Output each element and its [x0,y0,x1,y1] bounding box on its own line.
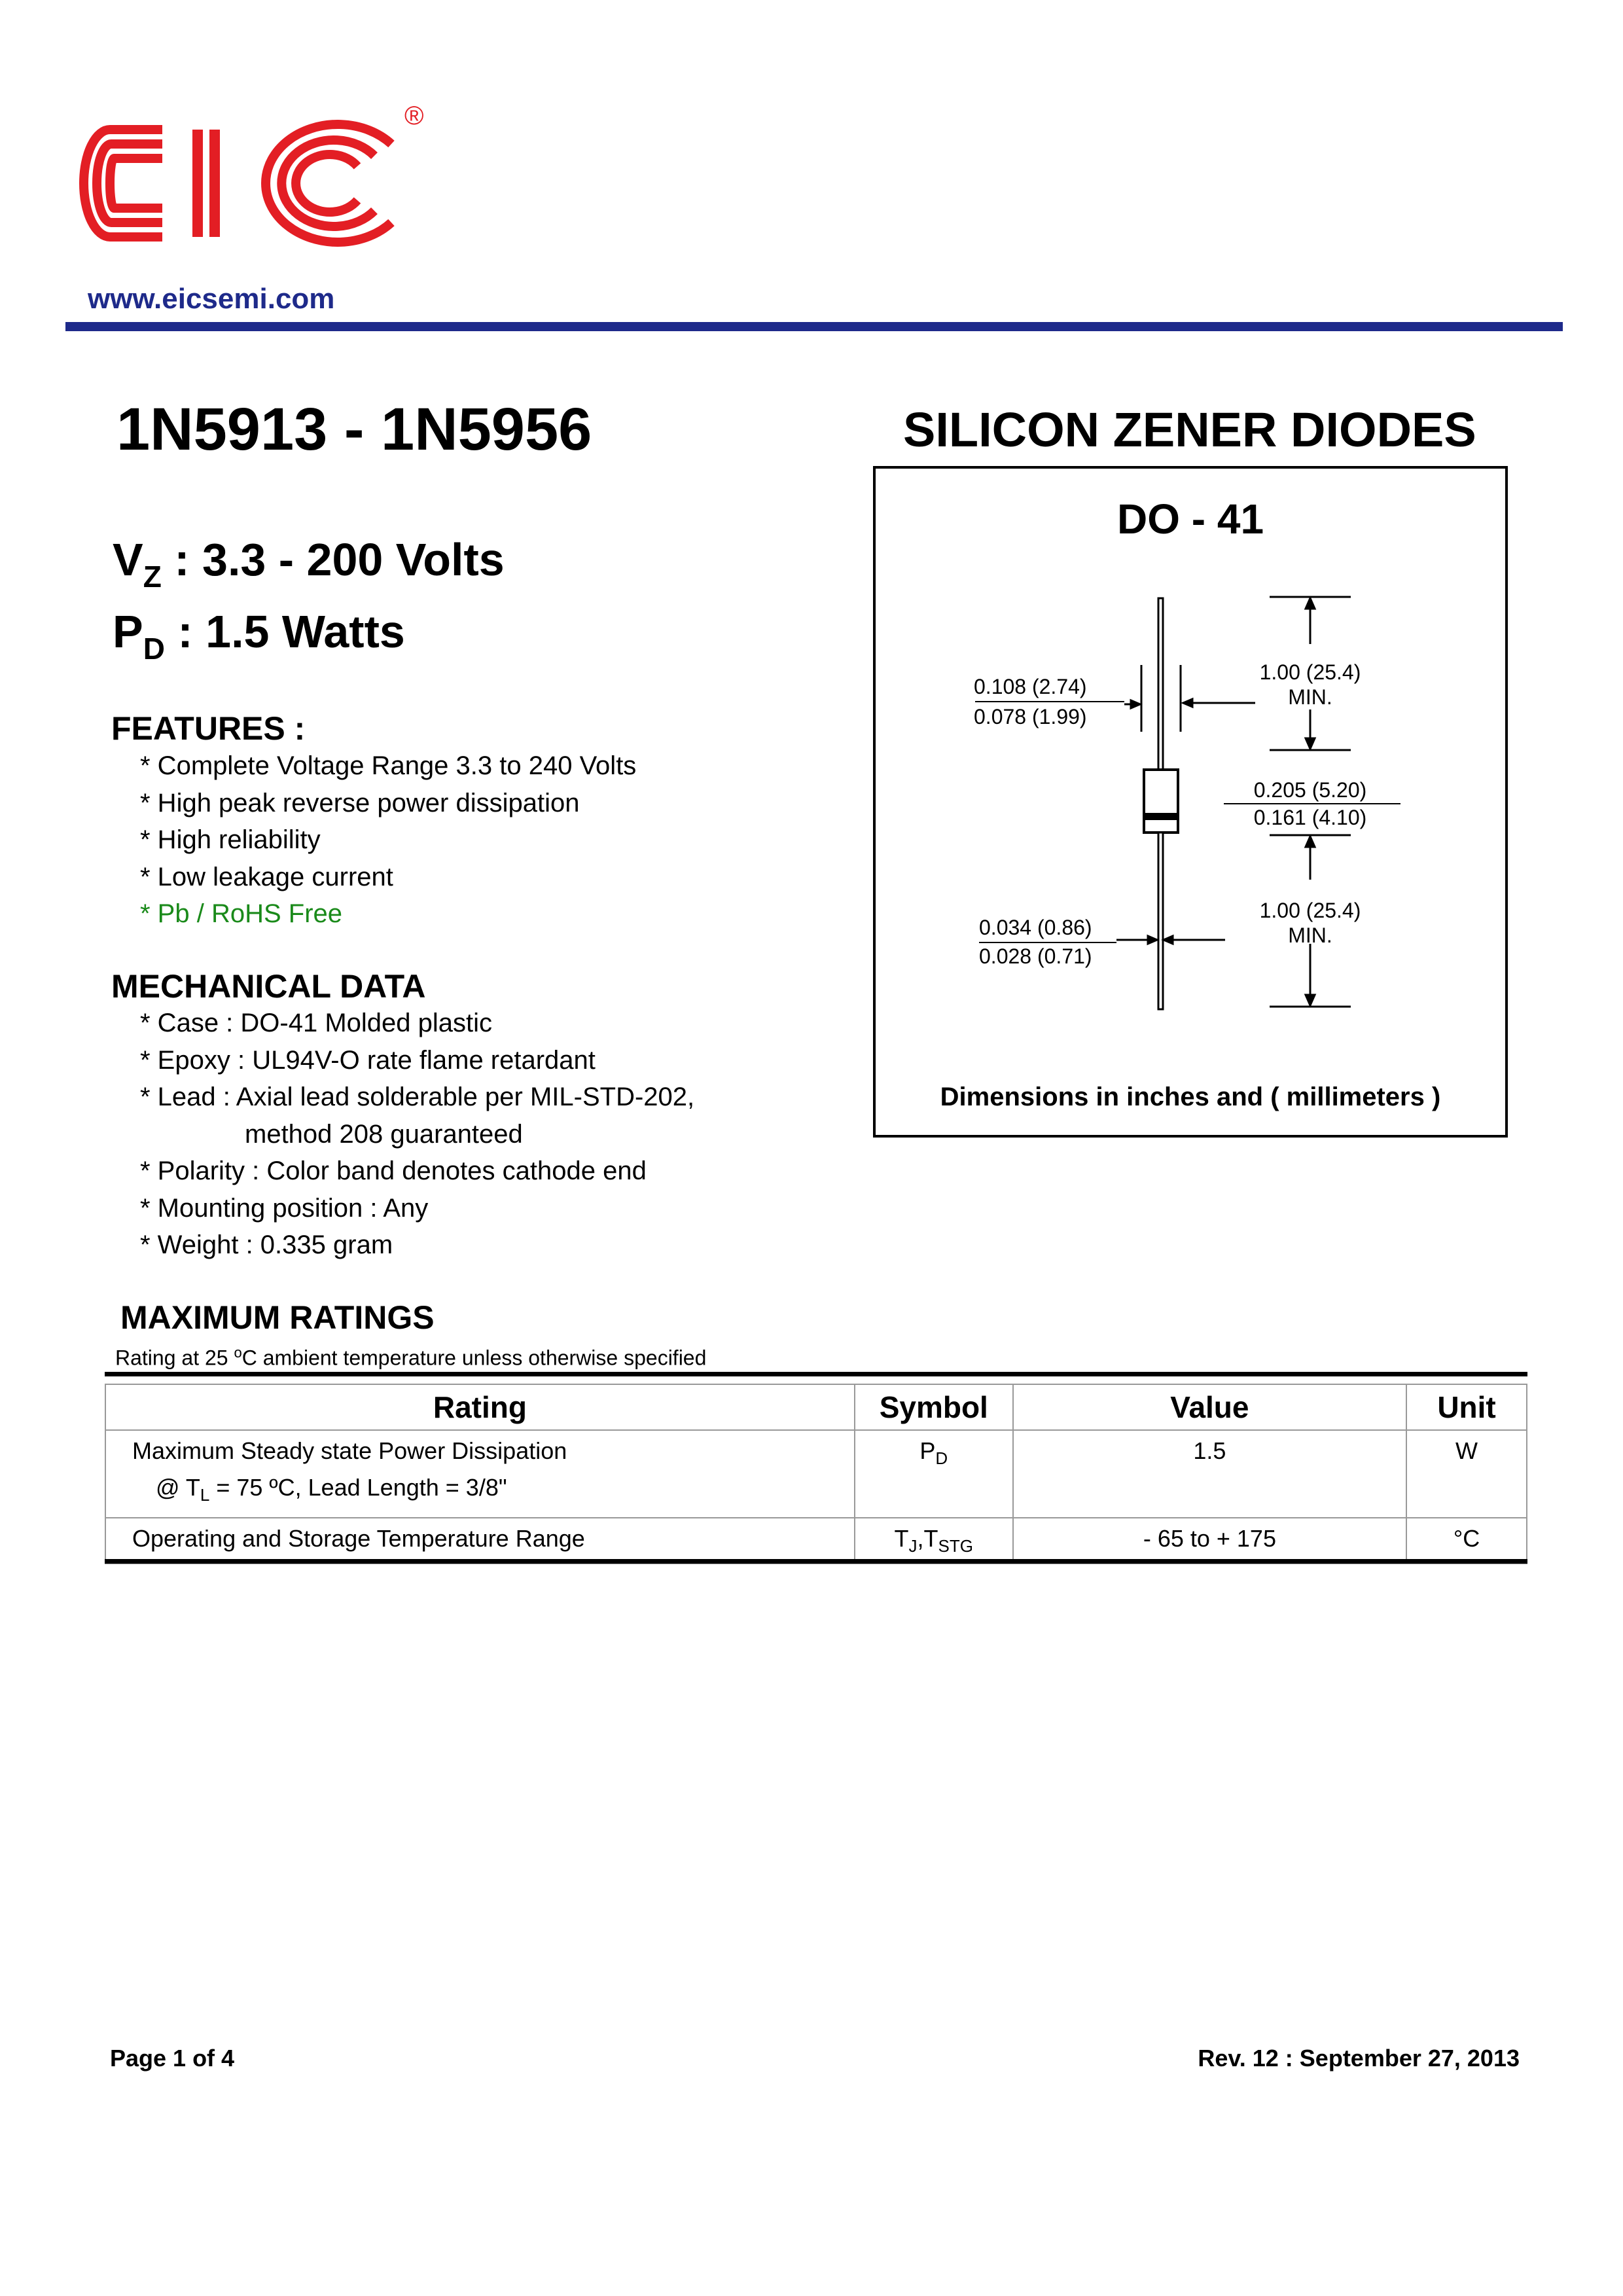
mechanical-item: * Mounting position : Any [140,1193,429,1223]
column-header-value: Value [1013,1384,1406,1430]
column-header-symbol: Symbol [855,1384,1013,1430]
eic-logo [64,98,431,268]
column-header-rating: Rating [105,1384,855,1430]
rating-cell: Maximum Steady state Power Dissipation @ $T_L = 75$ ºC, Lead Length = 3/8" [105,1430,855,1518]
spec-power-dissipation: $P_D$ : 1.5 Watts [113,606,405,666]
dim-lead-dia-top: 0.108 (2.74) [974,675,1087,698]
dim-lead-length-top-min: MIN. [1288,685,1332,709]
table-header-row [105,1384,1527,1430]
table-bottom-rule [105,1559,1527,1564]
dim-body-length-min: 0.161 (4.10) [1253,806,1367,829]
feature-item: * Low leakage current [140,862,393,891]
part-range-title: 1N5913 - 1N5956 [116,396,592,463]
feature-item: * Complete Voltage Range 3.3 to 240 Volts [140,751,637,780]
header-divider [65,322,1563,331]
mechanical-item: * Polarity : Color band denotes cathode end [140,1157,647,1185]
unit-cell: °C [1406,1518,1527,1564]
feature-item: * High peak reverse power dissipation [140,788,580,817]
mechanical-item: * Lead : Axial lead solderable per MIL-STD-202, [140,1083,695,1111]
mechanical-item-continuation: method 208 guaranteed [245,1119,523,1149]
mechanical-item: * Case : DO-41 Molded plastic [140,1009,493,1037]
dim-lead-length-top: 1.00 (25.4) [1259,660,1361,684]
mechanical-item: * Epoxy : UL94V-O rate flame retardant [140,1045,596,1075]
symbol-cell: $P_D$ [855,1430,1013,1518]
page-number: Page 1 of 4 [110,2045,235,2072]
column-header-unit: Unit [1406,1384,1527,1430]
mechanical-item: * Weight : 0.335 gram [140,1230,393,1259]
dim-lead-dia-bottom: 0.078 (1.99) [974,705,1087,728]
dimensions-note: Dimensions in inches and ( millimeters ) [940,1083,1441,1111]
feature-item: * High reliability [140,825,321,854]
features-heading: FEATURES : [111,710,306,747]
maximum-ratings-table [105,1384,1527,1564]
table-row [105,1430,1527,1518]
dim-lead-length-bottom-min: MIN. [1288,924,1332,947]
do41-dimension-diagram [876,469,1510,1140]
revision-date: Rev. 12 : September 27, 2013 [1198,2045,1520,2072]
dim-body-length-max: 0.205 (5.20) [1253,778,1367,802]
dim-lead-length-bottom: 1.00 (25.4) [1259,899,1361,922]
package-title: DO - 41 [1116,495,1264,543]
website-link[interactable]: www.eicsemi.com [88,283,335,315]
dim-wire-dia-max: 0.034 (0.86) [979,916,1092,939]
spec-zener-voltage: $V_Z$ : 3.3 - 200 Volts [113,534,505,594]
package-outline-box [873,466,1508,1138]
symbol-cell: $T_J,T_{STG}$ [855,1518,1013,1564]
registered-mark: ® [404,101,424,130]
dim-wire-dia-min: 0.028 (0.71) [979,944,1092,968]
ratings-condition-note: Rating at 25 $^o$C ambient temperature unless otherwise specified [115,1344,707,1370]
maximum-ratings-heading: MAXIMUM RATINGS [120,1299,435,1336]
mechanical-data-list [140,1005,694,1264]
rating-cell: Operating and Storage Temperature Range [105,1518,855,1564]
feature-item-rohs: * Pb / RoHS Free [140,899,343,928]
features-list [140,747,636,933]
table-row [105,1518,1527,1564]
value-cell: 1.5 [1013,1430,1406,1518]
product-type-title: SILICON ZENER DIODES [903,403,1476,457]
value-cell: - 65 to + 175 [1013,1518,1406,1564]
unit-cell: W [1406,1430,1527,1518]
table-top-rule [105,1372,1527,1376]
mechanical-data-heading: MECHANICAL DATA [111,968,426,1005]
